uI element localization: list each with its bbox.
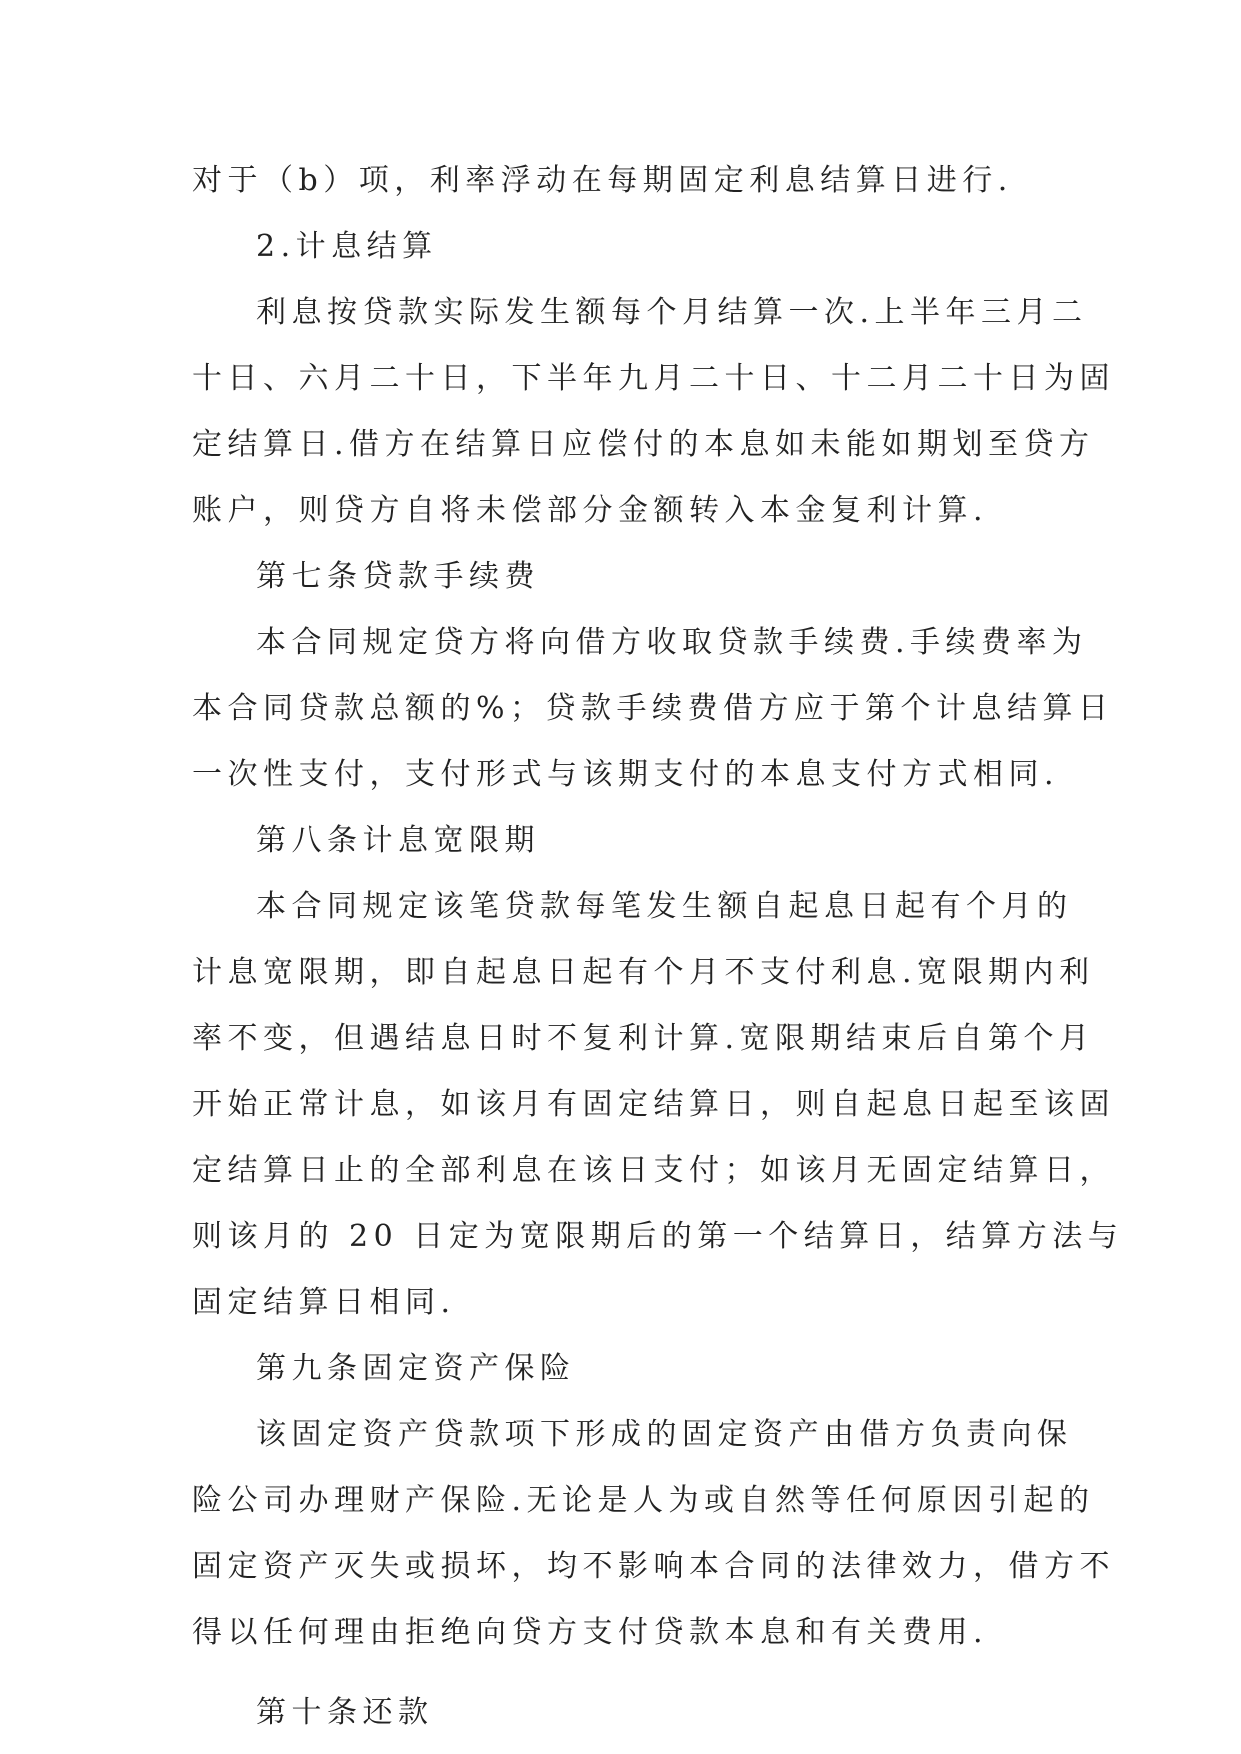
- paragraph-line: 定结算日止的全部利息在该日支付；如该月无固定结算日，: [192, 1153, 1115, 1188]
- paragraph-line: 得以任何理由拒绝向贷方支付贷款本息和有关费用.: [192, 1615, 989, 1650]
- paragraph-line: 则该月的 20 日定为宽限期后的第一个结算日，结算方法与: [192, 1219, 1124, 1254]
- paragraph-line: 本合同规定贷方将向借方收取贷款手续费.手续费率为: [256, 625, 1088, 660]
- section-heading-interest-settlement: 2.计息结算: [256, 229, 438, 264]
- paragraph-line: 定结算日.借方在结算日应偿付的本息如未能如期划至贷方: [192, 427, 1095, 462]
- paragraph-gap: [192, 1666, 1064, 1680]
- paragraph-line: 十日、六月二十日，下半年九月二十日、十二月二十日为固: [192, 361, 1115, 396]
- paragraph-line: 利息按贷款实际发生额每个月结算一次.上半年三月二: [256, 295, 1088, 330]
- paragraph-line: 固定结算日相同.: [192, 1285, 456, 1320]
- document-page: [192, 148, 1124, 1746]
- paragraph-line: 一次性支付，支付形式与该期支付的本息支付方式相同.: [192, 757, 1060, 792]
- article-heading-9: 第九条固定资产保险: [256, 1351, 576, 1386]
- article-heading-8: 第八条计息宽限期: [256, 823, 540, 858]
- paragraph-line: 账户，则贷方自将未偿部分金额转入本金复利计算.: [192, 493, 989, 528]
- article-heading-10: 第十条还款: [256, 1695, 434, 1730]
- paragraph-line: 开始正常计息，如该月有固定结算日，则自起息日起至该固: [192, 1087, 1115, 1122]
- paragraph-line: 本合同规定该笔贷款每笔发生额自起息日起有个月的: [256, 889, 1073, 924]
- paragraph-line: 率不变，但遇结息日时不复利计算.宽限期结束后自第个月: [192, 1021, 1095, 1056]
- article-heading-7: 第七条贷款手续费: [256, 559, 540, 594]
- paragraph-line: 固定资产灭失或损坏，均不影响本合同的法律效力，借方不: [192, 1549, 1115, 1584]
- paragraph-line: 本合同贷款总额的%；贷款手续费借方应于第个计息结算日: [192, 691, 1114, 726]
- paragraph-line: 计息宽限期，即自起息日起有个月不支付利息.宽限期内利: [192, 955, 1095, 990]
- paragraph-line: 该固定资产贷款项下形成的固定资产由借方负责向保: [256, 1417, 1073, 1452]
- paragraph-line: 对于（b）项，利率浮动在每期固定利息结算日进行.: [192, 163, 1013, 198]
- paragraph-line: 险公司办理财产保险.无论是人为或自然等任何原因引起的: [192, 1483, 1095, 1518]
